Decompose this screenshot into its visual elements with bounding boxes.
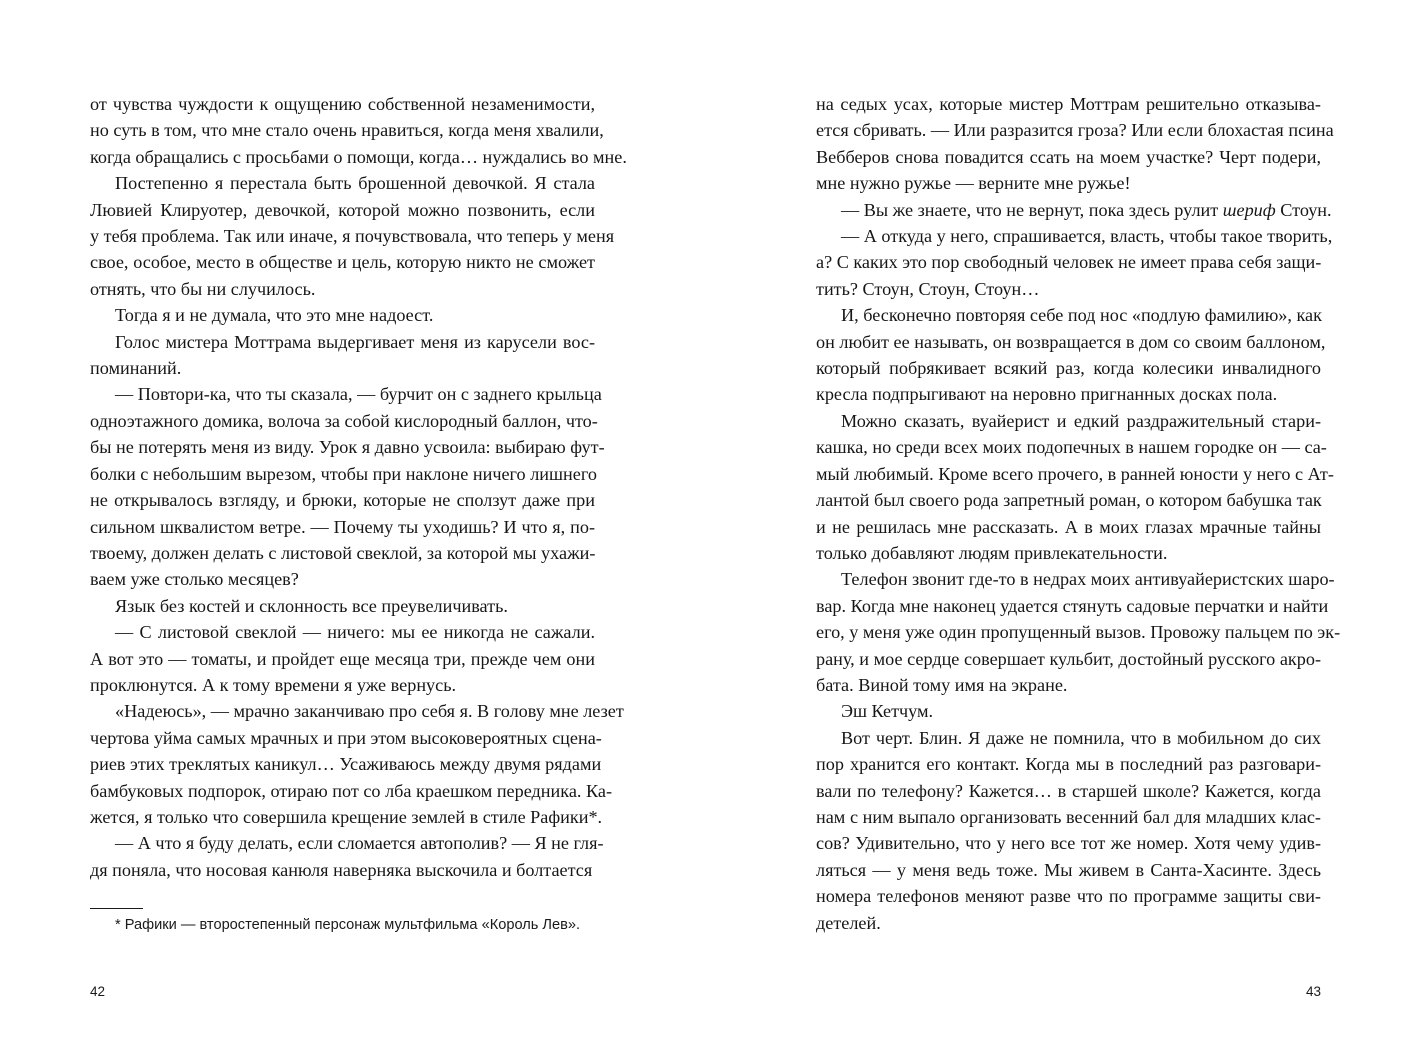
text-line: одноэтажного домика, волоча за собой кислородный баллон, что- <box>90 410 598 431</box>
paragraph <box>816 223 1333 302</box>
text-line: вар. Когда мне наконец удается стянуть садовые перчатки и найти <box>816 595 1329 616</box>
text-line: на седых усах, которые мистер Моттрам решительно отказыва- <box>816 94 1321 114</box>
text-line: Голос мистера Моттрама выдергивает меня из карусели вос- <box>115 331 595 352</box>
paragraph <box>90 302 595 328</box>
text-line: сильном шквалистом ветре. — Почему ты уходишь? И что я, по- <box>90 516 595 537</box>
paragraph <box>90 381 605 592</box>
right-page <box>705 0 1410 1050</box>
text-line: лантой был своего рода запретный роман, о котором бабушка так <box>816 490 1322 511</box>
text-line: Вот черт. Блин. Я даже не помнила, что в мобильном до сих <box>841 727 1321 748</box>
text-line: бы не потерять меня из виду. Урок я давно усвоила: выбираю фут- <box>90 437 605 458</box>
text-line: И, бесконечно повторяя себе под нос «подлую фамилию», как <box>841 305 1322 326</box>
text-line: рану, и мое сердце совершает кульбит, достойный русского акро- <box>816 648 1321 669</box>
text-line: А вот это — томаты, и пройдет еще месяца три, прежде чем они <box>90 648 595 669</box>
page-number-left: 42 <box>90 984 106 999</box>
text-line: у тебя проблема. Так или иначе, я почувствовала, что теперь у меня <box>90 226 615 247</box>
text-line: — С листовой свеклой — ничего: мы ее никогда не сажали. <box>115 622 595 643</box>
text-line: тить? Стоун, Стоун, Стоун… <box>816 278 1040 299</box>
paragraph <box>816 566 1341 698</box>
text-line: детелей. <box>816 912 881 933</box>
right-page-body <box>816 91 1341 936</box>
text-line: — Повтори-ка, что ты сказала, — бурчит он с заднего крыльца <box>115 384 602 405</box>
text-line: номера телефонов меняют разве что по программе защиты сви- <box>816 886 1321 907</box>
footnote-rule <box>90 908 143 909</box>
paragraph <box>90 619 595 698</box>
paragraph <box>90 698 624 830</box>
text-line: Вебберов снова повадится ссать на моем участке? Черт подери, <box>816 146 1321 167</box>
text-line: кресла подпрыгивают на неровно пригнанных досках пола. <box>816 384 1278 405</box>
paragraph <box>816 698 1321 724</box>
text-line: вали по телефону? Кажется… в старшей школе? Кажется, когда <box>816 780 1321 801</box>
text-line: но суть в том, что мне стало очень нравиться, когда меня хвалили, <box>90 120 604 141</box>
text-line: а? С каких это пор свободный человек не имеет права себя защи- <box>816 252 1322 273</box>
text-line: нам с ним выпало организовать весенний бал для младших клас- <box>816 806 1321 827</box>
paragraph <box>816 408 1334 566</box>
text-line: Тогда я и не думала, что это мне надоест. <box>115 305 434 326</box>
text-line: пор хранится его контакт. Когда мы в последний раз разговари- <box>816 754 1321 775</box>
text-line: жется, я только что совершила крещение землей в стиле Рафики*. <box>90 806 603 827</box>
text-line: Телефон звонит где-то в недрах моих антивуайеристских шаро- <box>841 569 1335 590</box>
text-line: ется сбривать. — Или разразится гроза? Или если блохастая псина <box>816 120 1334 141</box>
text-line: только добавляют людям привлекательности. <box>816 542 1168 563</box>
text-line: не открывалось взгляду, и брюки, которые не сползут даже при <box>90 490 595 511</box>
text-line: отнять, что бы ни случилось. <box>90 278 316 299</box>
text-line: проклюнутся. А к тому времени я уже вернусь. <box>90 674 457 695</box>
footnote: * Рафики — второстепенный персонаж мультфильма «Король Лев». <box>115 917 581 933</box>
paragraph <box>816 725 1321 936</box>
text-line: мый любимый. Кроме всего прочего, в ранней юности у него с Ат- <box>816 463 1334 484</box>
text-line: — Вы же знаете, что не вернут, пока здесь рулит шериф Стоун. <box>841 199 1332 220</box>
text-line: чертова уйма самых мрачных и при этом высоковероятных сцена- <box>90 727 602 748</box>
paragraph <box>90 830 604 883</box>
paragraph <box>90 91 627 170</box>
text-line: его, у меня уже один пропущенный вызов. Провожу пальцем по эк- <box>816 622 1341 643</box>
paragraph <box>816 197 1332 223</box>
text-line: когда обращались с просьбами о помощи, когда… нуждались во мне. <box>90 146 627 167</box>
paragraph <box>90 593 595 619</box>
text-line: ляться — у меня ведь тоже. Мы живем в Санта-Хасинте. Здесь <box>816 859 1321 880</box>
text-line: свое, особое, место в обществе и цель, которую никто не сможет <box>90 252 595 273</box>
text-line: поминаний. <box>90 358 182 379</box>
text-line: риев этих треклятых каникул… Усаживаюсь между двумя рядами <box>90 754 602 775</box>
text-line: Язык без костей и склонность все преувеличивать. <box>115 595 508 616</box>
text-line: бата. Виной тому имя на экране. <box>816 674 1068 695</box>
text-line: ваем уже столько месяцев? <box>90 569 299 590</box>
left-page-body <box>90 91 627 883</box>
text-line: болки с небольшим вырезом, чтобы при наклоне ничего лишнего <box>90 463 597 484</box>
text-line: дя поняла, что носовая канюля наверняка выскочила и болтается <box>90 859 593 880</box>
paragraph <box>816 302 1326 408</box>
text-line: бамбуковых подпорок, отираю пот со лба краешком передника. Ка- <box>90 780 613 801</box>
text-line: Эш Кетчум. <box>841 701 934 722</box>
text-line: — А откуда у него, спрашивается, власть, чтобы такое творить, <box>841 226 1333 247</box>
text-line: и не решилась мне рассказать. А в моих глазах мрачные тайны <box>816 516 1321 537</box>
paragraph <box>90 170 615 302</box>
text-line: кашка, но среди всех моих подопечных в нашем городке он — са- <box>816 437 1327 458</box>
text-line: он любит ее называть, он возвращается в дом со своим баллоном, <box>816 331 1326 352</box>
text-line: Лювией Клируотер, девочкой, которой можно позвонить, если <box>90 199 595 220</box>
text-line: сов? Удивительно, что у него все тот же номер. Хотя чему удив- <box>816 833 1321 854</box>
text-line: — А что я буду делать, если сломается автополив? — Я не гля- <box>115 833 604 854</box>
paragraph <box>816 91 1334 197</box>
text-line: твоему, должен делать с листовой свеклой, за которой мы ухажи- <box>90 542 596 563</box>
text-line: мне нужно ружье — верните мне ружье! <box>816 173 1131 194</box>
text-line: который побрякивает всякий раз, когда колесики инвалидного <box>816 358 1321 379</box>
text-line: Можно сказать, вуайерист и едкий раздражительный стари- <box>841 410 1321 431</box>
paragraph <box>90 329 595 382</box>
text-line: от чувства чуждости к ощущению собственной незаменимости, <box>90 94 595 114</box>
page-number-right: 43 <box>1306 984 1322 999</box>
text-line: «Надеюсь», — мрачно заканчиваю про себя я. В голову мне лезет <box>115 701 624 722</box>
text-line: Постепенно я перестала быть брошенной девочкой. Я стала <box>115 173 595 194</box>
